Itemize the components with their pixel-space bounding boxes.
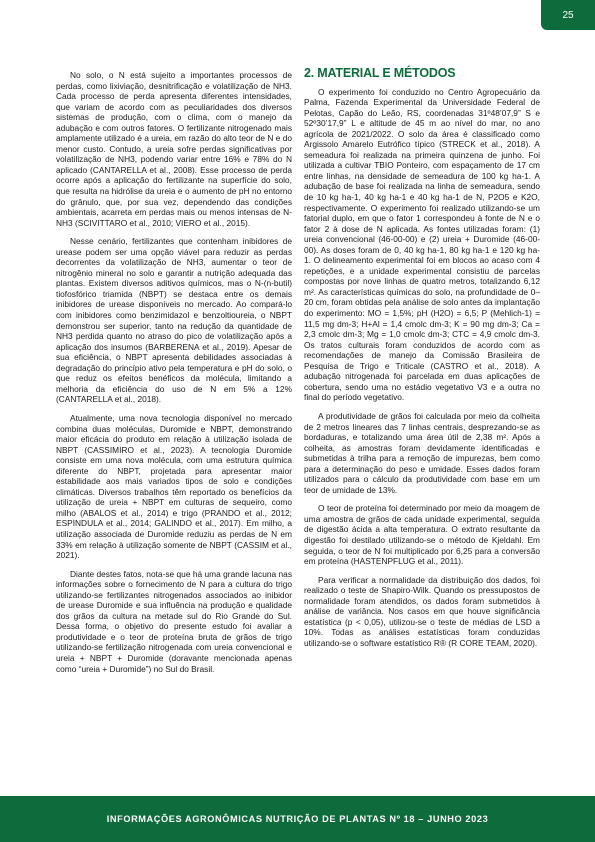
right-column — [304, 68, 540, 656]
section-title: 2. MATERIAL E MÉTODOS — [304, 66, 456, 80]
page-number: 25 — [541, 0, 595, 30]
paragraph: No solo, o N está sujeito a importantes processos de perdas, como lixiviação, desnitrificação e volatilização de NH3. Cada processo de perda apresenta diferentes intensidades, que variam de acordo com as peculiaridades dos diversos sistemas de produção, com o clima, com o manejo da adubação e com outros fatores. O fertilizante nitrogenado mais amplamente utilizado é a ureia, em razão do alto teor de N e do menor custo. Contudo, a ureia sofre perdas significativas por volatilização de NH3, podendo variar entre 16% e 78% do N aplicado (CANTARELLA et al., 2008). Esse processo de perda ocorre após a aplicação do fertilizante na superfície do solo, que resulta na hidrólise da ureia e o aumento de pH no entorno do grânulo, que, por sua vez, dependendo das condições ambientais, acarreta em perdas mais ou menos intensas de N-NH3 (SCIVITTARO et al., 2010; VIERO et al., 2015). — [56, 70, 292, 228]
paragraph: Para verificar a normalidade da distribuição dos dados, foi realizado o teste de Shapiro-Wilk. Quando os pressupostos de normalidade foram atendidos, os dados foram submetidos à análise de variância. Nos casos em que houve significância estatística (p < 0,05), utilizou-se o teste de médias de LSD a 10%. Todas as análises estatísticas foram conduzidas utilizando-se o software estatístico R® (R CORE TEAM, 2020). — [304, 574, 540, 648]
paragraph: Atualmente, uma nova tecnologia disponível no mercado combina duas moléculas, Duromide e NBPT, demonstrando maior eficácia do produto em relação à utilização isolada de NBPT (CASSIMIRO et al., 2023). A tecnologia Duromide consiste em uma nova molécula, com uma estrutura química diferente do NBPT, projetada para apresentar maior estabilidade aos mais variados tipos de solo e condições climáticas. Diversos trabalhos têm reportado os benefícios da utilização de ureia + NBPT em culturas de sequeiro, como milho (ABALOS et al., 2014) e trigo (PRANDO et al., 2012; ESPINDULA et al., 2014; GALINDO et al., 2017). Em milho, a utilização associada de Duromide reduziu as perdas de N em 33% em relação à utilização somente de NBPT (CASSIM et al., 2021). — [56, 412, 292, 561]
footer — [0, 796, 595, 842]
paragraph: O teor de proteína foi determinado por meio da moagem de uma amostra de grãos de cada unidade experimental, seguida de digestão ácida a alta temperatura. O extrato resultante da digestão foi destilado utilizando-se o método de Kjeldahl. Em seguida, o teor de N foi multiplicado por 6,25 para a conversão em proteína (HASTENPFLUG et al., 2011). — [304, 503, 540, 567]
footer-text: INFORMAÇÕES AGRONÔMICAS NUTRIÇÃO DE PLANTAS Nº 18 – JUNHO 2023 — [106, 814, 489, 824]
paragraph: Diante destes fatos, nota-se que há uma grande lacuna nas informações sobre o fornecimento de N para a cultura do trigo utilizando-se fertilizantes nitrogenados associados ao inibidor de urease Duromide e sua influência na produção e qualidade dos grãos da cultura na metade sul do Rio Grande do Sul. Dessa forma, o objetivo do presente estudo foi avaliar a produtividade e o teor de proteína bruta de grãos de trigo utilizando-se fertilização nitrogenada com ureia convencional e ureia + NBPT + Duromide (doravante mencionada apenas como “ureia + Duromide”) no Sul do Brasil. — [56, 568, 292, 674]
paragraph: O experimento foi conduzido no Centro Agropecuário da Palma, Fazenda Experimental da Universidade Federal de Pelotas, Capão do Leão, RS, coordenadas 31º48’07,9” S e 52º30’17,9” L e altitude de 45 m ao nível do mar, no ano agrícola de 2021/2022. O solo da área é classificado como Argissolo Amarelo Eutrófico típico (STRECK et al., 2018). A semeadura foi realizada na primeira quinzena de junho. Foi utilizada a cultivar TBIO Ponteiro, com espaçamento de 17 cm entre linhas, na densidade de semeadura de 100 kg ha-1. A adubação de base foi realizada na linha de semeadura, sendo de 10 kg ha-1, 40 kg ha-1 e 40 kg ha-1 de N, P2O5 e K2O, respectivamente. O experimento foi realizado utilizando-se um fatorial duplo, em que o fator 1 correspondeu à fonte de N e o fator 2 à dose de N aplicada. As fontes utilizadas foram: (1) ureia convencional (46-00-00) e (2) ureia + Duromide (46-00-00). As doses foram de 0, 40 kg ha-1, 80 kg ha-1 e 120 kg ha-1. O delineamento experimental foi em blocos ao acaso com 4 repetições, e a unidade experimental consistiu de parcelas compostas por nove linhas de quatro metros, totalizando 6,12 m². As características químicas do solo, na profundidade de 0–20 cm, foram obtidas pela análise de solo antes da implantação do experimento: MO = 1,5%; pH (H2O) = 6,5; P (Mehlich-1) = 11,5 mg dm-3; H+Al = 1,4 cmolc dm-3; K = 90 mg dm-3; Ca = 2,3 cmolc dm-3; Mg = 1,0 cmolc dm-3; CTC = 4,9 cmolc dm-3. Os tratos culturais foram conduzidos de acordo com as recomendações de manejo da Comissão Brasileira de Pesquisa de Trigo e Triticale (CASTRO et al., 2018). A adubação nitrogenada foi parcelada em duas aplicações de cobertura, sendo uma no estádio vegetativo V3 e a outra no final do período vegetativo. — [304, 86, 540, 403]
paragraph: A produtividade de grãos foi calculada por meio da colheita de 2 metros lineares das 7 linhas centrais, desprezando-se as bordaduras, e totalizando uma área útil de 2,38 m². Após a colheita, as amostras foram devidamente identificadas e submetidas à trilha para a remoção de impurezas, bem como para a determinação do peso e umidade. Esses dados foram utilizados para o cálculo da produtividade com base em um teor de umidade de 13%. — [304, 410, 540, 495]
left-column — [56, 70, 292, 682]
paragraph: Nesse cenário, fertilizantes que contenham inibidores de urease podem ser uma opção viável para reduzir as perdas decorrentes da volatilização de NH3, aumentar o teor de nitrogênio mineral no solo e garantir a nutrição adequada das plantas. Existem diversos aditivos químicos, mas o N-(n-butil) tiofosfórico triamida (NBPT) se destaca entre os demais inibidores de urease disponíveis no mercado. Ao compará-lo com inibidores como benzimidazol e benzoltioureia, o NBPT demonstrou ser superior, tanto na redução da quantidade de NH3 perdida quanto no atraso do pico de volatilização após a aplicação dos insumos (BARBERENA et al., 2019). Apesar de sua eficiência, o NBPT apresenta debilidades associadas à degradação do princípio ativo pela temperatura e pH do solo, o que reduz os efeitos benéficos da molécula, limitando a melhoria da eficiência do uso de N em 5% a 12% (CANTARELLA et al., 2018). — [56, 236, 292, 405]
